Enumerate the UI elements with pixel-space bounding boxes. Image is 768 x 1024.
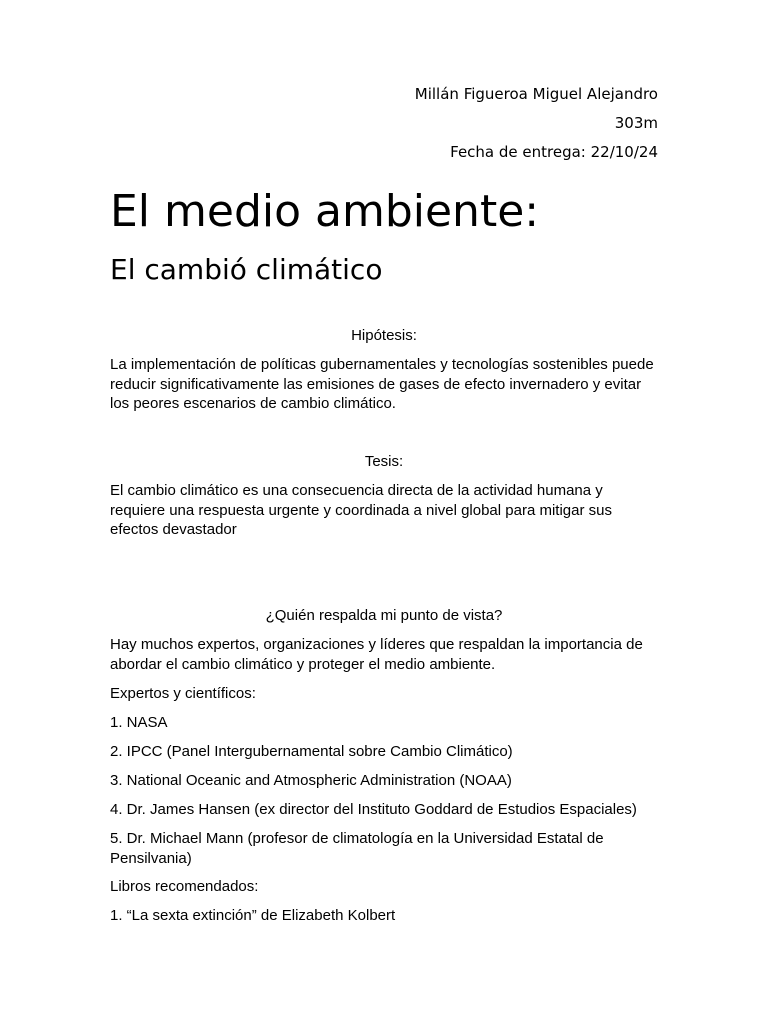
books-label: Libros recomendados:: [110, 878, 259, 895]
hypothesis-heading: Hipótesis:: [351, 327, 417, 344]
due-date: Fecha de entrega: 22/10/24: [450, 143, 658, 161]
document-page: [110, 0, 658, 1024]
document-subtitle: El cambió climático: [110, 253, 383, 286]
support-intro: Hay muchos expertos, organizaciones y líderes que respaldan la importancia de abordar el cambio climático y proteger el medio ambiente.: [110, 636, 643, 673]
list-item-expert-3: 3. National Oceanic and Atmospheric Administration (NOAA): [110, 772, 512, 789]
list-item-expert-4: 4. Dr. James Hansen (ex director del Instituto Goddard de Estudios Espaciales): [110, 801, 637, 818]
list-item-expert-5: 5. Dr. Michael Mann (profesor de climatología en la Universidad Estatal de Pensilvania): [110, 830, 604, 867]
thesis-heading: Tesis:: [364, 453, 404, 470]
group-code: 303m: [614, 114, 658, 132]
thesis-text: El cambio climático es una consecuencia directa de la actividad humana y requiere una respuesta urgente y coordinada a nivel global para mitigar sus efectos devastador: [110, 482, 612, 538]
list-item-book-1: 1. “La sexta extinción” de Elizabeth Kolbert: [110, 907, 396, 924]
support-heading: ¿Quién respalda mi punto de vista?: [265, 607, 503, 624]
list-item-expert-2: 2. IPCC (Panel Intergubernamental sobre Cambio Climático): [110, 743, 513, 760]
experts-label: Expertos y científicos:: [110, 685, 256, 702]
document-title: El medio ambiente:: [110, 186, 540, 237]
author-name: Millán Figueroa Miguel Alejandro: [414, 85, 658, 103]
hypothesis-text: La implementación de políticas gubernamentales y tecnologías sostenibles puede reducir significativamente las emisiones de gases de efecto invernadero y evitar los peores escenarios de cambio climático.: [110, 356, 654, 412]
list-item-expert-1: 1. NASA: [110, 714, 168, 731]
